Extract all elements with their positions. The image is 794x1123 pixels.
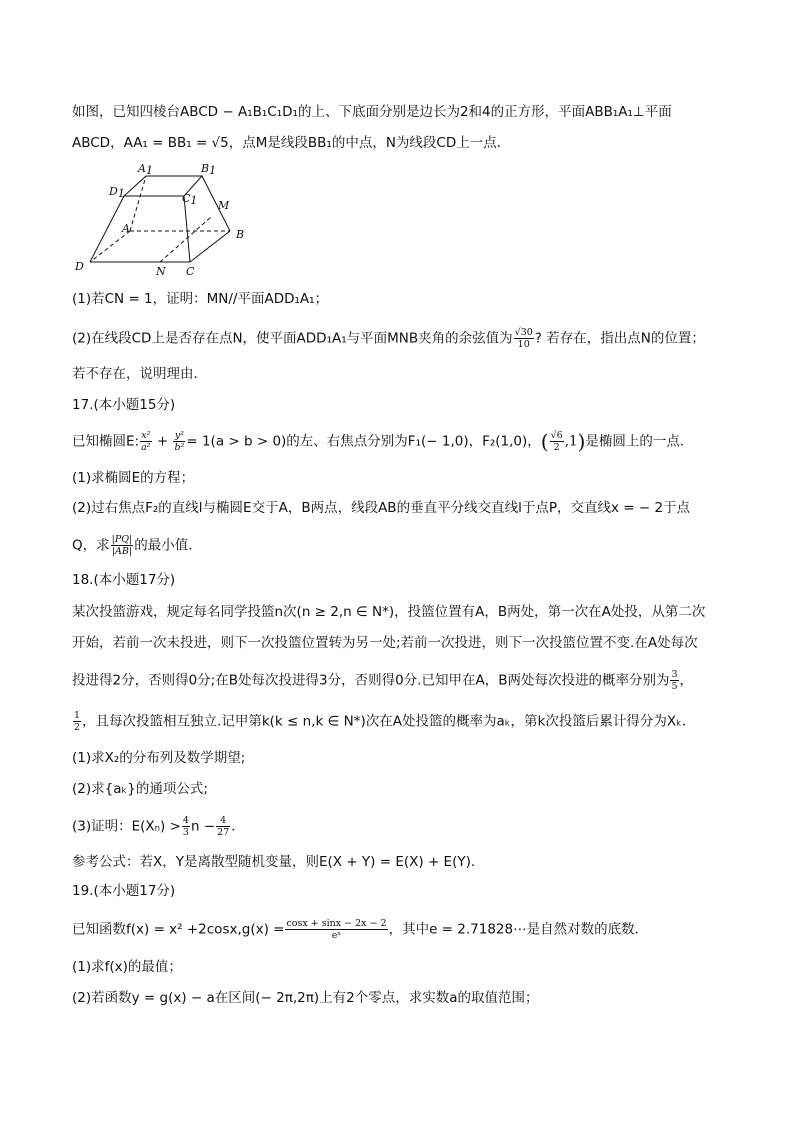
q16-intro-line1: 如图，已知四棱台ABCD − A₁B₁C₁D₁的上、下底面分别是边长为2和4的正方形，平面ABB₁A₁⊥平面 bbox=[72, 104, 672, 120]
edge-CB bbox=[190, 231, 230, 262]
frustum-figure bbox=[72, 160, 272, 280]
q19-part1: (1)求f(x)的最值； bbox=[72, 959, 182, 975]
label-C: C bbox=[186, 265, 195, 278]
q18-part1: (1)求X₂的分布列及数学期望; bbox=[72, 750, 246, 766]
q18-line3: 投进得2分，否则得0分;在B处每次投进得3分，否则得0分.已知甲在A，B两处每次投进的概率分别为 $\frac{3}{5}$ ， bbox=[72, 669, 693, 692]
q18-part3: (3)证明：E(Xₙ) > $\frac{4}{3}$ n − $\frac{4}{27}$ ． bbox=[72, 815, 245, 838]
q18-line1: 某次投篮游戏，规定每名同学投篮n次(n ≥ 2,n ∈ N*)，投篮位置有A，B两处，第一次在A处投，从第二次 bbox=[72, 604, 706, 620]
label-N: N bbox=[156, 265, 166, 278]
q19-header: 19.(本小题17分) bbox=[72, 883, 176, 899]
q19-stem: 已知函数f(x) = x² +2cosx,g(x) = $\frac{\cos x + \sin x - 2x - 2}{\text{eˣ}}$ ，其中e = 2.71828⋯是自然对数的底数． bbox=[72, 918, 649, 941]
q18-line4: $\frac{1}{2}$ ，且每次投篮相互独立.记甲第k(k ≤ n,k ∈ N*)次在A处投篮的概率为aₖ，第k次投篮后累计得分为Xₖ． bbox=[74, 710, 696, 733]
label-B1: B1 bbox=[201, 162, 217, 177]
q19-part2: (2)若函数y = g(x) − a在区间(− 2π,2π)上有2个零点，求实数a的取值范围； bbox=[72, 990, 539, 1006]
segment-MN bbox=[160, 217, 211, 262]
edge-CC1 bbox=[184, 196, 190, 262]
edge-AD bbox=[90, 231, 130, 262]
q18-header: 18.(本小题17分) bbox=[72, 572, 176, 588]
q16-part2: (2)在线段CD上是否存在点N，使平面ADD₁A₁与平面MNB夹角的余弦值为 $\frac{√30}{10}$ ? 若存在，指出点N的位置； bbox=[72, 327, 705, 350]
label-A1: A1 bbox=[138, 162, 153, 177]
label-A: A bbox=[122, 222, 130, 235]
q18-part2: (2)求{aₖ}的通项公式; bbox=[72, 781, 208, 797]
q17-stem: 已知椭圆E: $\frac{\text{x²}}{\text{a²}}$ + $\frac{\text{y²}}{\text{b²}}$ = 1(a > b > 0)的左、右焦点分别为F₁(− 1,0)，F₂(1,0)，( $\frac{√6}{2}$ ,1)是椭圆上的一点． bbox=[72, 429, 694, 454]
q16-intro-line2: ABCD，AA₁ = BB₁ = √5，点M是线段BB₁的中点，N为线段CD上一点． bbox=[72, 135, 511, 151]
q18-line2: 开始，若前一次未投进，则下一次投篮位置转为另一处;若前一次投进，则下一次投篮位置不变.在A处每次 bbox=[72, 635, 698, 651]
label-D: D bbox=[75, 260, 84, 273]
label-D1: D1 bbox=[109, 185, 125, 200]
q17-part2-cont: Q，求 $\frac{|PQ|}{|AB|}$ 的最小值． bbox=[72, 534, 202, 557]
label-M: M bbox=[218, 199, 230, 212]
q17-part2: (2)过右焦点F₂的直线l与椭圆E交于A，B两点，线段AB的垂直平分线交直线l于点P，交直线x = − 2于点 bbox=[72, 500, 691, 516]
edge-AA1 bbox=[130, 176, 146, 231]
label-C1: C1 bbox=[182, 192, 198, 207]
q17-part1: (1)求椭圆E的方程； bbox=[72, 470, 195, 486]
q18-reference: 参考公式：若X，Y是离散型随机变量，则E(X + Y) = E(X) + E(Y)． bbox=[72, 854, 485, 870]
label-B: B bbox=[236, 228, 245, 241]
edge-DD1 bbox=[90, 196, 124, 262]
q17-header: 17.(本小题15分) bbox=[72, 397, 176, 413]
q16-part2-cont: 若不存在，说明理由． bbox=[72, 366, 207, 382]
q16-part1: (1)若CN = 1，证明：MN//平面ADD₁A₁； bbox=[72, 291, 329, 307]
